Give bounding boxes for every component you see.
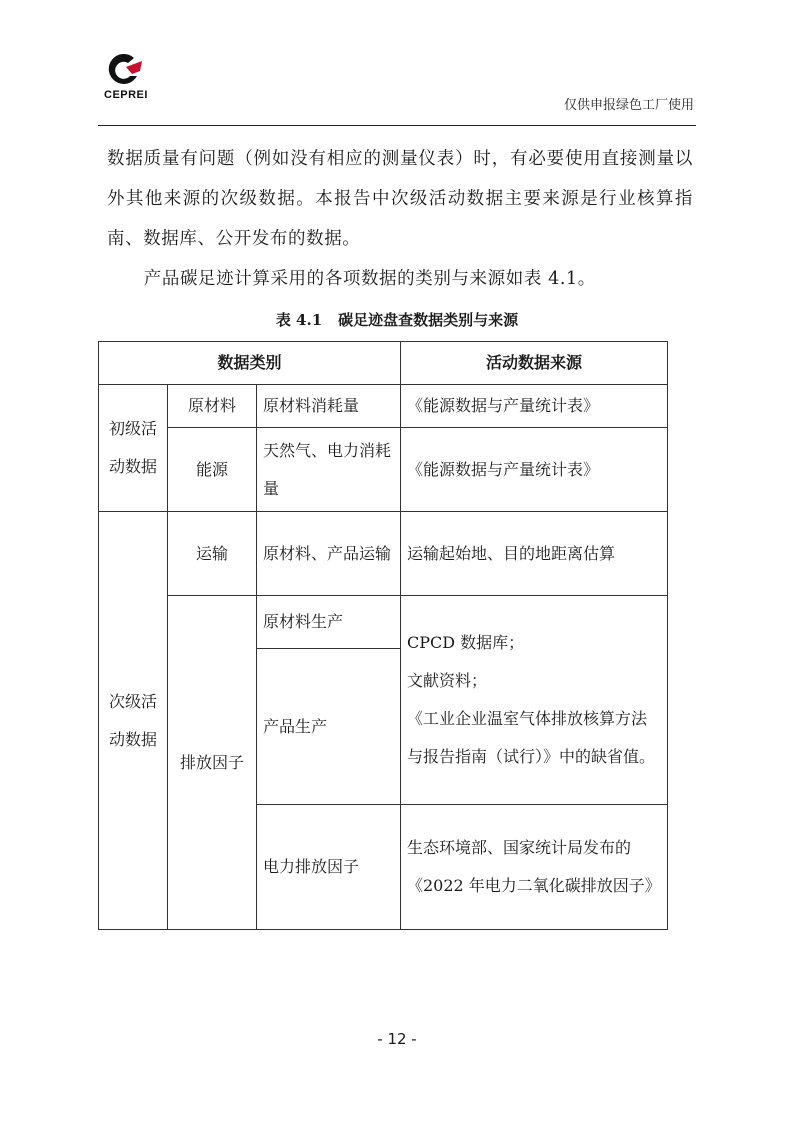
table-row	[99, 428, 668, 512]
page-number: - 12 -	[377, 1030, 417, 1048]
secondary-group-cell: 次级活动数据	[99, 512, 168, 930]
table-row	[99, 512, 668, 596]
item-cell: 原材料、产品运输	[257, 512, 401, 596]
logo-text: CEPREI	[104, 89, 148, 101]
ceprei-logo-icon	[104, 52, 148, 88]
primary-group-cell: 初级活动数据	[99, 385, 168, 512]
emission-type-cell: 排放因子	[168, 596, 257, 930]
source-line: CPCD 数据库；	[407, 633, 525, 652]
item-cell: 原材料消耗量	[257, 385, 401, 428]
source-cell: 运输起始地、目的地距离估算	[401, 512, 668, 596]
table-caption-title: 碳足迹盘查数据类别与来源	[338, 311, 519, 329]
type-cell: 原材料	[168, 385, 257, 428]
item-cell: 电力排放因子	[257, 805, 401, 930]
header-note: 仅供申报绿色工厂使用	[563, 98, 694, 113]
table-row	[99, 385, 668, 428]
type-cell: 运输	[168, 512, 257, 596]
item-cell: 原材料生产	[257, 596, 401, 649]
source-cell: 《能源数据与产量统计表》	[401, 428, 668, 512]
table-header-row	[99, 342, 668, 385]
source-line: 《工业企业温室气体排放核算方法与报告指南（试行）》中的缺省值。	[407, 709, 656, 766]
paragraph-1: 数据质量有问题（例如没有相应的测量仪表）时，有必要使用直接测量以外其他来源的次级数据。本报告中次级活动数据主要来源是行业核算指南、数据库、公开发布的数据。	[107, 149, 693, 249]
item-cell: 产品生产	[257, 649, 401, 805]
item-cell: 天然气、电力消耗量	[257, 428, 401, 512]
source-line: 文献资料；	[407, 671, 488, 690]
data-source-table	[98, 341, 668, 930]
emission-source-cell	[401, 596, 668, 805]
table-caption	[0, 309, 794, 330]
source-cell: 生态环境部、国家统计局发布的《2022 年电力二氧化碳排放因子》	[401, 805, 668, 930]
table-row	[99, 596, 668, 649]
type-cell: 能源	[168, 428, 257, 512]
paragraph-2: 产品碳足迹计算采用的各项数据的类别与来源如表 4.1。	[143, 269, 596, 289]
header-category: 数据类别	[99, 342, 401, 385]
header-source: 活动数据来源	[401, 342, 668, 385]
ceprei-logo	[104, 52, 150, 101]
table-caption-number: 表 4.1	[275, 311, 323, 329]
source-cell: 《能源数据与产量统计表》	[401, 385, 668, 428]
header-divider	[98, 125, 696, 126]
